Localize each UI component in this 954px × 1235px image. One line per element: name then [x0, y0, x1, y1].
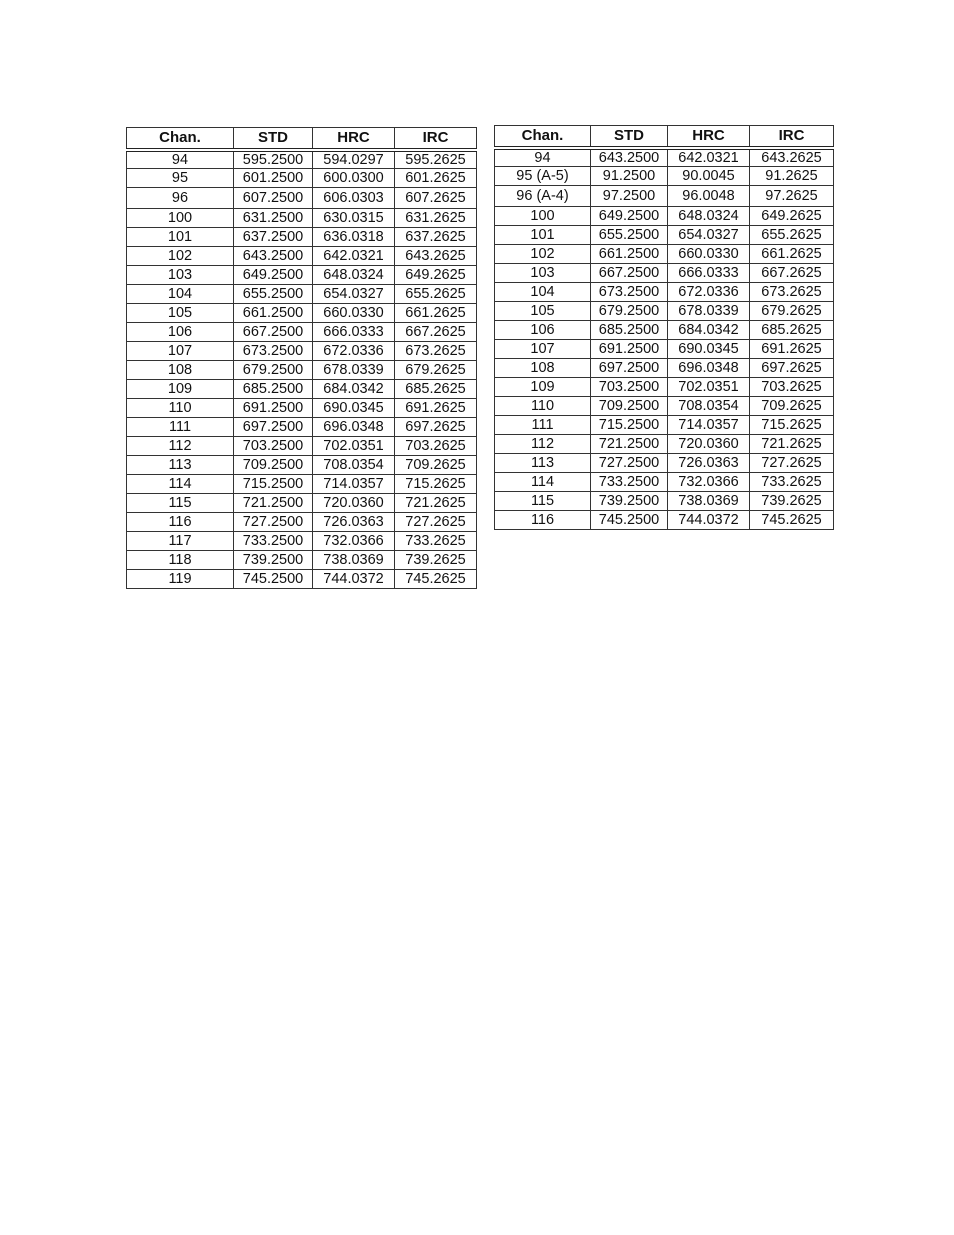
cell-chan: 113: [127, 456, 234, 475]
cell-hrc: 648.0324: [668, 207, 750, 226]
cell-irc: 733.2625: [750, 473, 834, 492]
cell-irc: 607.2625: [395, 188, 477, 209]
cell-chan: 104: [127, 285, 234, 304]
cell-irc: 631.2625: [395, 209, 477, 228]
cell-irc: 601.2625: [395, 169, 477, 188]
cell-chan: 116: [127, 513, 234, 532]
cell-chan: 112: [127, 437, 234, 456]
cell-std: 91.2500: [591, 167, 668, 186]
cell-std: 661.2500: [591, 245, 668, 264]
header-row: [495, 126, 834, 148]
table-row: [495, 167, 834, 186]
cell-hrc: 738.0369: [668, 492, 750, 511]
table-row: [127, 513, 477, 532]
cell-hrc: 690.0345: [313, 399, 395, 418]
cell-irc: 745.2625: [750, 511, 834, 530]
table-row: [495, 454, 834, 473]
table-row: [127, 418, 477, 437]
table-row: [127, 247, 477, 266]
cell-irc: 97.2625: [750, 186, 834, 207]
cell-chan: 104: [495, 283, 591, 302]
cell-chan: 115: [127, 494, 234, 513]
cell-irc: 691.2625: [395, 399, 477, 418]
table-row: [495, 186, 834, 207]
cell-irc: 643.2625: [750, 148, 834, 167]
cell-std: 739.2500: [591, 492, 668, 511]
table-row: [127, 380, 477, 399]
cell-std: 703.2500: [591, 378, 668, 397]
channel-frequency-table-right: [494, 125, 834, 530]
cell-std: 673.2500: [591, 283, 668, 302]
cell-hrc: 660.0330: [668, 245, 750, 264]
table-row: [495, 245, 834, 264]
cell-std: 667.2500: [234, 323, 313, 342]
cell-hrc: 654.0327: [668, 226, 750, 245]
cell-hrc: 744.0372: [313, 570, 395, 589]
table-row: [127, 475, 477, 494]
cell-chan: 96 (A-4): [495, 186, 591, 207]
cell-irc: 721.2625: [750, 435, 834, 454]
cell-chan: 101: [495, 226, 591, 245]
table-row: [127, 188, 477, 209]
cell-std: 643.2500: [234, 247, 313, 266]
cell-hrc: 696.0348: [313, 418, 395, 437]
cell-std: 649.2500: [234, 266, 313, 285]
cell-std: 601.2500: [234, 169, 313, 188]
cell-hrc: 702.0351: [313, 437, 395, 456]
cell-irc: 661.2625: [395, 304, 477, 323]
table-row: [127, 209, 477, 228]
table-row: [495, 148, 834, 167]
cell-chan: 113: [495, 454, 591, 473]
cell-hrc: 672.0336: [313, 342, 395, 361]
table-row: [495, 302, 834, 321]
cell-hrc: 666.0333: [668, 264, 750, 283]
cell-hrc: 708.0354: [668, 397, 750, 416]
header-irc: IRC: [750, 126, 834, 148]
cell-std: 637.2500: [234, 228, 313, 247]
cell-std: 721.2500: [234, 494, 313, 513]
cell-chan: 103: [495, 264, 591, 283]
cell-std: 607.2500: [234, 188, 313, 209]
cell-std: 745.2500: [591, 511, 668, 530]
cell-std: 697.2500: [234, 418, 313, 437]
cell-hrc: 678.0339: [668, 302, 750, 321]
cell-chan: 95: [127, 169, 234, 188]
table-row: [495, 492, 834, 511]
cell-hrc: 696.0348: [668, 359, 750, 378]
cell-chan: 105: [495, 302, 591, 321]
cell-irc: 709.2625: [395, 456, 477, 475]
cell-chan: 96: [127, 188, 234, 209]
cell-std: 745.2500: [234, 570, 313, 589]
cell-hrc: 630.0315: [313, 209, 395, 228]
cell-chan: 112: [495, 435, 591, 454]
cell-irc: 673.2625: [395, 342, 477, 361]
cell-chan: 109: [495, 378, 591, 397]
cell-chan: 102: [495, 245, 591, 264]
cell-chan: 115: [495, 492, 591, 511]
table-row: [495, 359, 834, 378]
table-row: [127, 361, 477, 380]
cell-chan: 114: [495, 473, 591, 492]
table-row: [127, 494, 477, 513]
cell-hrc: 684.0342: [668, 321, 750, 340]
cell-hrc: 90.0045: [668, 167, 750, 186]
cell-hrc: 654.0327: [313, 285, 395, 304]
cell-std: 673.2500: [234, 342, 313, 361]
cell-hrc: 714.0357: [313, 475, 395, 494]
cell-std: 679.2500: [234, 361, 313, 380]
cell-std: 97.2500: [591, 186, 668, 207]
cell-hrc: 732.0366: [313, 532, 395, 551]
table-row: [495, 397, 834, 416]
table-row: [127, 150, 477, 169]
table-row: [495, 264, 834, 283]
table-row: [495, 416, 834, 435]
cell-hrc: 726.0363: [668, 454, 750, 473]
cell-std: 631.2500: [234, 209, 313, 228]
cell-chan: 100: [495, 207, 591, 226]
cell-hrc: 648.0324: [313, 266, 395, 285]
cell-chan: 94: [495, 148, 591, 167]
cell-hrc: 594.0297: [313, 150, 395, 169]
cell-irc: 637.2625: [395, 228, 477, 247]
cell-chan: 108: [127, 361, 234, 380]
table-row: [127, 304, 477, 323]
cell-irc: 685.2625: [750, 321, 834, 340]
cell-std: 715.2500: [234, 475, 313, 494]
cell-hrc: 642.0321: [668, 148, 750, 167]
cell-hrc: 702.0351: [668, 378, 750, 397]
table-row: [495, 207, 834, 226]
cell-irc: 733.2625: [395, 532, 477, 551]
cell-chan: 110: [495, 397, 591, 416]
cell-std: 661.2500: [234, 304, 313, 323]
cell-irc: 715.2625: [750, 416, 834, 435]
header-std: STD: [234, 128, 313, 150]
cell-std: 733.2500: [591, 473, 668, 492]
cell-irc: 667.2625: [750, 264, 834, 283]
cell-std: 697.2500: [591, 359, 668, 378]
cell-chan: 101: [127, 228, 234, 247]
cell-hrc: 690.0345: [668, 340, 750, 359]
cell-chan: 110: [127, 399, 234, 418]
cell-irc: 697.2625: [750, 359, 834, 378]
cell-chan: 111: [495, 416, 591, 435]
cell-irc: 727.2625: [395, 513, 477, 532]
header-chan: Chan.: [127, 128, 234, 150]
table-row: [495, 340, 834, 359]
cell-chan: 108: [495, 359, 591, 378]
table-row: [495, 511, 834, 530]
cell-irc: 709.2625: [750, 397, 834, 416]
cell-hrc: 636.0318: [313, 228, 395, 247]
cell-irc: 643.2625: [395, 247, 477, 266]
cell-irc: 715.2625: [395, 475, 477, 494]
cell-irc: 727.2625: [750, 454, 834, 473]
table-row: [127, 342, 477, 361]
cell-chan: 100: [127, 209, 234, 228]
header-row: [127, 128, 477, 150]
cell-std: 643.2500: [591, 148, 668, 167]
table-row: [127, 266, 477, 285]
cell-irc: 673.2625: [750, 283, 834, 302]
header-chan: Chan.: [495, 126, 591, 148]
cell-std: 703.2500: [234, 437, 313, 456]
cell-std: 709.2500: [234, 456, 313, 475]
table-row: [127, 437, 477, 456]
cell-hrc: 732.0366: [668, 473, 750, 492]
table-row: [127, 228, 477, 247]
cell-irc: 703.2625: [395, 437, 477, 456]
header-hrc: HRC: [313, 128, 395, 150]
cell-hrc: 726.0363: [313, 513, 395, 532]
channel-frequency-table-left: [126, 127, 477, 589]
cell-irc: 667.2625: [395, 323, 477, 342]
cell-chan: 106: [127, 323, 234, 342]
cell-hrc: 96.0048: [668, 186, 750, 207]
cell-std: 679.2500: [591, 302, 668, 321]
cell-irc: 739.2625: [395, 551, 477, 570]
cell-irc: 655.2625: [395, 285, 477, 304]
cell-irc: 685.2625: [395, 380, 477, 399]
table-row: [127, 399, 477, 418]
cell-std: 649.2500: [591, 207, 668, 226]
table-row: [127, 551, 477, 570]
table-row: [127, 456, 477, 475]
cell-chan: 109: [127, 380, 234, 399]
cell-chan: 94: [127, 150, 234, 169]
cell-hrc: 720.0360: [313, 494, 395, 513]
table-row: [495, 226, 834, 245]
cell-std: 691.2500: [234, 399, 313, 418]
cell-hrc: 684.0342: [313, 380, 395, 399]
cell-std: 595.2500: [234, 150, 313, 169]
cell-std: 685.2500: [234, 380, 313, 399]
cell-std: 667.2500: [591, 264, 668, 283]
cell-std: 733.2500: [234, 532, 313, 551]
cell-irc: 595.2625: [395, 150, 477, 169]
cell-std: 721.2500: [591, 435, 668, 454]
cell-irc: 739.2625: [750, 492, 834, 511]
cell-chan: 107: [127, 342, 234, 361]
table-row: [127, 570, 477, 589]
table-row: [495, 321, 834, 340]
cell-chan: 95 (A-5): [495, 167, 591, 186]
table-row: [127, 169, 477, 188]
table-row: [127, 323, 477, 342]
cell-std: 739.2500: [234, 551, 313, 570]
table-row: [495, 283, 834, 302]
cell-std: 727.2500: [234, 513, 313, 532]
cell-hrc: 678.0339: [313, 361, 395, 380]
cell-hrc: 672.0336: [668, 283, 750, 302]
cell-std: 655.2500: [591, 226, 668, 245]
cell-std: 655.2500: [234, 285, 313, 304]
cell-irc: 691.2625: [750, 340, 834, 359]
cell-irc: 91.2625: [750, 167, 834, 186]
cell-hrc: 606.0303: [313, 188, 395, 209]
cell-hrc: 708.0354: [313, 456, 395, 475]
cell-irc: 655.2625: [750, 226, 834, 245]
table-row: [127, 285, 477, 304]
cell-chan: 111: [127, 418, 234, 437]
header-hrc: HRC: [668, 126, 750, 148]
cell-hrc: 666.0333: [313, 323, 395, 342]
cell-irc: 679.2625: [750, 302, 834, 321]
header-irc: IRC: [395, 128, 477, 150]
cell-hrc: 714.0357: [668, 416, 750, 435]
cell-chan: 117: [127, 532, 234, 551]
cell-hrc: 720.0360: [668, 435, 750, 454]
cell-std: 685.2500: [591, 321, 668, 340]
cell-hrc: 744.0372: [668, 511, 750, 530]
cell-chan: 116: [495, 511, 591, 530]
cell-irc: 703.2625: [750, 378, 834, 397]
cell-chan: 106: [495, 321, 591, 340]
cell-std: 727.2500: [591, 454, 668, 473]
cell-chan: 114: [127, 475, 234, 494]
table-row: [495, 473, 834, 492]
cell-chan: 118: [127, 551, 234, 570]
cell-hrc: 738.0369: [313, 551, 395, 570]
cell-chan: 103: [127, 266, 234, 285]
table-row: [495, 378, 834, 397]
cell-irc: 649.2625: [750, 207, 834, 226]
cell-std: 715.2500: [591, 416, 668, 435]
cell-chan: 107: [495, 340, 591, 359]
cell-irc: 679.2625: [395, 361, 477, 380]
cell-irc: 649.2625: [395, 266, 477, 285]
cell-hrc: 600.0300: [313, 169, 395, 188]
table-row: [495, 435, 834, 454]
table-row: [127, 532, 477, 551]
cell-chan: 105: [127, 304, 234, 323]
cell-irc: 721.2625: [395, 494, 477, 513]
header-std: STD: [591, 126, 668, 148]
cell-chan: 102: [127, 247, 234, 266]
cell-std: 709.2500: [591, 397, 668, 416]
cell-chan: 119: [127, 570, 234, 589]
cell-irc: 661.2625: [750, 245, 834, 264]
cell-hrc: 642.0321: [313, 247, 395, 266]
cell-hrc: 660.0330: [313, 304, 395, 323]
cell-std: 691.2500: [591, 340, 668, 359]
cell-irc: 745.2625: [395, 570, 477, 589]
cell-irc: 697.2625: [395, 418, 477, 437]
